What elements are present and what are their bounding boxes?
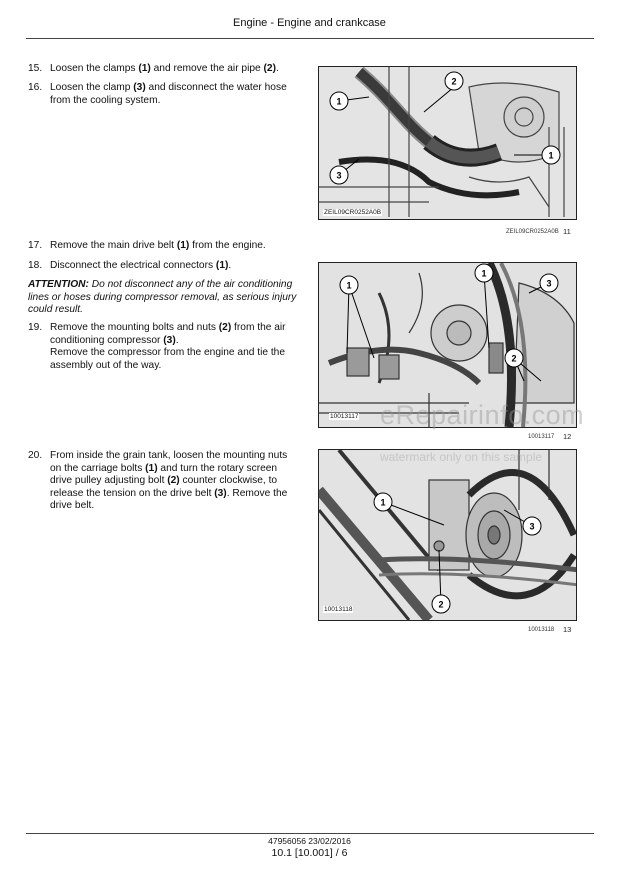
callout-1: 1 — [346, 280, 352, 291]
step-text: Loosen the clamps (1) and remove the air pipe (2). — [50, 63, 279, 74]
figure-inset-code: 10013118 — [324, 606, 353, 613]
footer-rule — [26, 833, 594, 834]
callout-1: 1 — [481, 268, 487, 279]
figure-inset-code: 10013117 — [330, 413, 359, 420]
watermark-subtext: watermark only on this sample — [380, 450, 543, 464]
figure-12-code: 10013117 — [528, 434, 555, 440]
callout-3: 3 — [529, 521, 535, 532]
callout-3: 3 — [546, 278, 552, 289]
figure-12-number: 12 — [563, 432, 572, 441]
callout-2: 2 — [438, 599, 444, 610]
callout-2: 2 — [451, 76, 457, 87]
step-text: Remove the main drive belt (1) from the engine. — [50, 240, 266, 251]
header-rule — [26, 38, 594, 39]
step-number: 15. — [28, 63, 43, 74]
step-number: 19. — [28, 322, 43, 333]
callout-1: 1 — [380, 497, 386, 508]
callout-3: 3 — [336, 170, 342, 181]
step-text: Remove the mounting bolts and nuts (2) from the air conditioning compressor (3). Remove the compressor from the engine and tie the assembly out of the way. — [50, 322, 286, 371]
step-17 — [28, 240, 300, 253]
step-20 — [28, 450, 300, 513]
step-16 — [28, 82, 300, 107]
figure-13-image — [318, 449, 577, 621]
step-number: 17. — [28, 240, 43, 251]
footer-page-number: 10.1 [10.001] / 6 — [271, 847, 348, 859]
step-number: 16. — [28, 82, 43, 93]
step-text: From inside the grain tank, loosen the mounting nuts on the carriage bolts (1) and turn the rotary screen drive pulley adjusting bolt (2) counter clockwise, to release the tension on the drive belt (3). Remove the drive belt. — [50, 450, 288, 512]
callout-1: 1 — [548, 150, 554, 161]
step-number: 20. — [28, 450, 43, 461]
figure-13-number: 13 — [563, 625, 572, 634]
step-text: Disconnect the electrical connectors (1). — [50, 260, 232, 271]
figure-13-code: 10013118 — [528, 627, 555, 633]
figure-11-code: ZEIL09CR0252A0B — [506, 229, 559, 235]
figure-inset-code: ZEIL09CR0252A0B — [324, 209, 382, 216]
footer-doc-id: 47956056 23/02/2016 — [268, 836, 351, 846]
callout-1: 1 — [336, 96, 342, 107]
step-18 — [28, 260, 300, 273]
step-number: 18. — [28, 260, 43, 271]
step-19 — [28, 322, 300, 372]
attention-note: ATTENTION: Do not disconnect any of the air conditioning lines or hoses during compressor removal, as serious injury could result. — [28, 279, 297, 316]
step-15 — [28, 63, 300, 76]
watermark-text: eRepairinfo.com — [380, 400, 585, 430]
callout-2: 2 — [511, 353, 517, 364]
step-text: Loosen the clamp (3) and disconnect the water hose from the cooling system. — [50, 82, 287, 106]
page-header: Engine - Engine and crankcase — [233, 17, 386, 29]
figure-11-image — [318, 66, 577, 220]
figure-11-number: 11 — [563, 227, 571, 236]
